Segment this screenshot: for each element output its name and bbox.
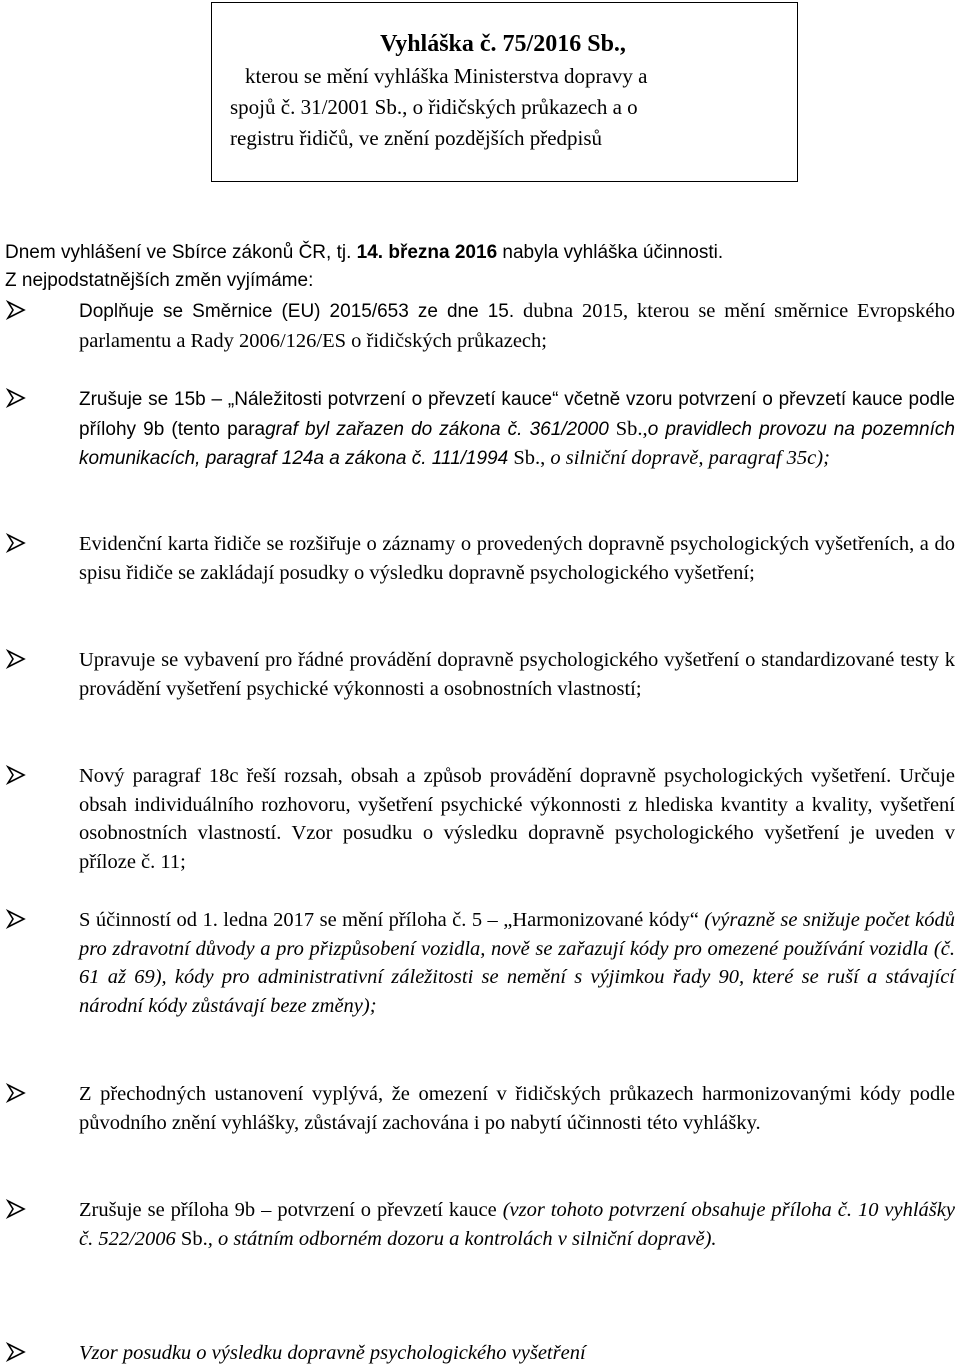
item-text-italic: , o státním odborném dozoru a kontrolách v silniční dopravě).	[207, 1227, 717, 1250]
decree-subtitle-line3: registru řidičů, ve znění pozdějších předpisů	[230, 126, 603, 150]
list-item	[5, 646, 955, 703]
title-box	[211, 2, 798, 182]
list-item	[5, 530, 955, 587]
arrowhead-bullet-icon	[5, 1198, 27, 1220]
decree-subtitle-line1: kterou se mění vyhláška Ministerstva dopravy a	[245, 64, 648, 88]
list-item	[5, 1196, 955, 1253]
item-text-italic: (výrazně se snižuje počet kódů pro zdravotní důvody a pro přizpůsobení vozidla, nově se zařazují kódy pro omezené používání vozidla (č. 61 až 69), kódy pro administrativní záležitosti se nemění s výjimkou řady 90, které se ruší a stávající národní kódy zůstávají beze změny);	[79, 909, 955, 1017]
list-item	[5, 1080, 955, 1137]
decree-subtitle-line2: spojů č. 31/2001 Sb., o řidičských průkazech a o	[230, 95, 638, 119]
list-item-text: Nový paragraf 18c řeší rozsah, obsah a způsob provádění dopravně psychologických vyšetření. Určuje obsah individuálního rozhovoru, vyšetření psychické výkonnosti z hlediska kvantity a kvality, vyšetření osobnostních vlastností. Vzor posudku o výsledku dopravně psychologického vyšetření je uveden v příloze č. 11;	[79, 765, 955, 873]
item-text: Sb.,	[508, 447, 551, 469]
list-item	[5, 1339, 955, 1368]
item-text: Sb.,	[608, 417, 648, 440]
intro	[5, 239, 955, 295]
item-text: dubna 2015, kterou se mění směrnice Evropského parlamentu a Rady 2006/126/ES o řidičských průkazech;	[79, 300, 955, 352]
list-item	[5, 385, 955, 474]
arrowhead-bullet-icon	[5, 1341, 27, 1363]
list-item-text	[79, 1339, 955, 1368]
arrowhead-bullet-icon	[5, 764, 27, 786]
item-text: Sb.	[175, 1227, 208, 1250]
arrowhead-bullet-icon	[5, 1082, 27, 1104]
item-text-italic: (vzor tohoto potvrzení obsahuje příloha č. 10 vyhlášky č. 522/2006	[79, 1199, 955, 1250]
list-item-text: Upravuje se vybavení pro řádné provádění dopravně psychologického vyšetření o standardizované testy k provádění vyšetření psychické výkonnosti a osobnostních vlastností;	[79, 649, 955, 700]
intro-line1	[5, 239, 955, 267]
item-text-sans: Doplňuje se Směrnice (EU) 2015/653 ze dne 15.	[79, 301, 515, 322]
list-item	[5, 906, 955, 1020]
item-text-italic: o pravidlech provozu na pozemních komunikacích, paragraf 124a a zákona č. 111/1994	[79, 418, 955, 469]
intro-text: Dnem vyhlášení ve Sbírce zákonů ČR, tj.	[5, 242, 357, 263]
list-item-text: Z přechodných ustanovení vyplývá, že omezení v řidičských průkazech harmonizovanými kódy podle původního znění vyhlášky, zůstávají zachována i po nabytí účinnosti této vyhlášky.	[79, 1083, 955, 1134]
arrowhead-bullet-icon	[5, 532, 27, 554]
item-text: S účinností od 1. ledna 2017 se mění příloha č. 5 – „Harmonizované kódy“	[79, 909, 705, 931]
arrowhead-bullet-icon	[5, 299, 27, 321]
list-item-text	[79, 906, 955, 1020]
intro-date: 14. března 2016	[356, 242, 498, 263]
item-text-italic: o silniční dopravě, paragraf 35c);	[550, 447, 830, 469]
item-text-italic: graf byl zařazen do zákona č. 361/2000	[265, 418, 609, 440]
intro-line2: Z nejpodstatnějších změn vyjímáme:	[5, 270, 314, 291]
decree-heading: Vyhláška č. 75/2016 Sb.,	[380, 31, 626, 57]
item-text-italic: Vzor posudku o výsledku dopravně psychologického vyšetření	[79, 1342, 586, 1364]
list-item	[5, 762, 955, 876]
list-item-text	[79, 297, 955, 355]
list-item	[5, 297, 955, 355]
decree-subtitle	[221, 61, 785, 154]
list-item-text	[79, 1196, 955, 1253]
arrowhead-bullet-icon	[5, 387, 27, 409]
intro-text-end: nabyla vyhláška účinnosti.	[497, 242, 724, 263]
arrowhead-bullet-icon	[5, 648, 27, 670]
list-item-text: Evidenční karta řidiče se rozšiřuje o záznamy o provedených dopravně psychologických vyšetřeních, a do spisu řidiče se zakládají posudky o výsledku dopravně psychologického vyšetření;	[79, 533, 955, 584]
item-text-sans: Zrušuje se 15b – „Náležitosti potvrzení o převzetí kauce“ včetně vzoru potvrzení o převzetí kauce podle přílohy 9b (tento para	[79, 389, 955, 440]
list-item-text	[79, 385, 955, 474]
arrowhead-bullet-icon	[5, 908, 27, 930]
item-text: Zrušuje se příloha 9b – potvrzení o převzetí kauce	[79, 1199, 503, 1221]
